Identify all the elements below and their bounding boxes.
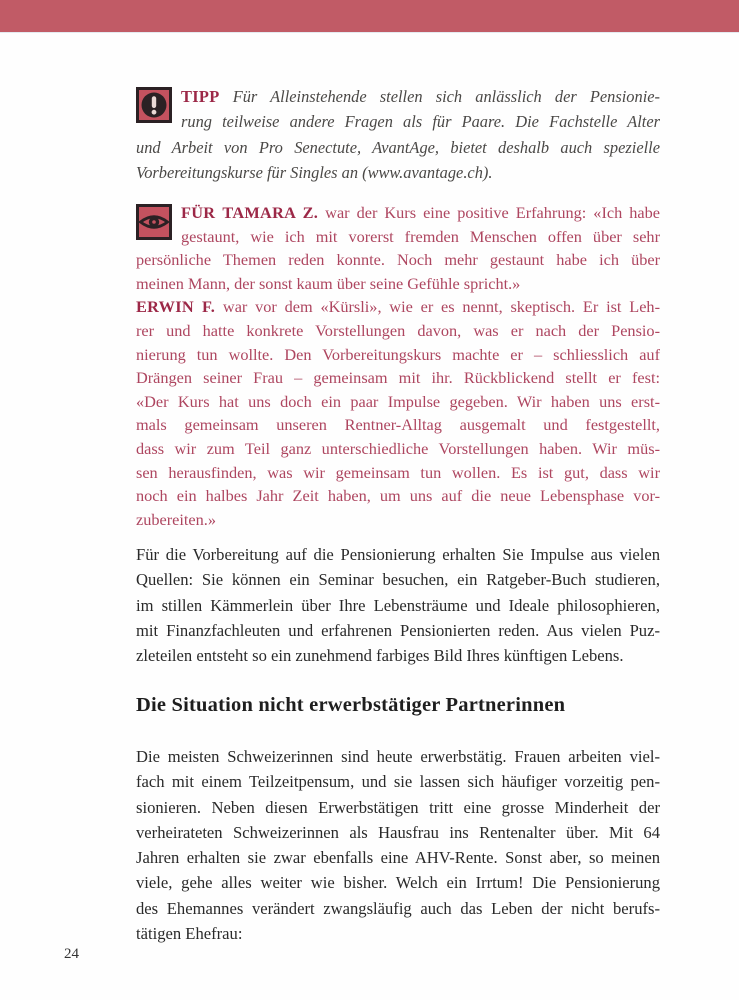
- text-line: und Arbeit von Pro Senectute, AvantAge, bietet deshalb auch spezielle: [136, 137, 660, 157]
- text-line: tätigen Ehefrau:: [136, 924, 243, 944]
- text-line: Jahren erhalten sie zwar ebenfalls eine AHV-Rente. Sonst aber, so meinen: [136, 848, 660, 868]
- text-line: im stillen Kämmerlein über Ihre Lebensträume und Ideale philosophieren,: [136, 595, 660, 615]
- text-line: rung teilweise andere Fragen als für Paare. Die Fachstelle Alter: [181, 112, 660, 132]
- tip-box: [136, 84, 660, 186]
- text-line: Die meisten Schweizerinnen sind heute erwerbstätig. Frauen arbeiten viel-: [136, 747, 660, 766]
- text-line: mit Finanzfachleuten und erfahrenen Pensionierten reden. Aus vielen Puz-: [136, 620, 660, 640]
- paragraph-text: [136, 744, 660, 946]
- body-paragraph-2: [136, 744, 660, 946]
- tip-text: [136, 84, 660, 186]
- speaker-label: TIPP: [181, 87, 220, 106]
- text-line: TIPP Für Alleinstehende stellen sich anlässlich der Pensionie-: [181, 87, 660, 106]
- text-line: Für die Vorbereitung auf die Pensionierung erhalten Sie Impulse aus vielen: [136, 545, 660, 564]
- text-line: Quellen: Sie können ein Seminar besuchen, ein Ratgeber-Buch studieren,: [136, 570, 660, 590]
- paragraph-text: [136, 542, 660, 668]
- text-line: noch ein halbes Jahr Zeit haben, um uns auf die neue Lebensphase vor-: [136, 486, 660, 506]
- text-line: rer und hatte konkrete Vorstellungen davon, was er nach der Pensio-: [136, 320, 660, 340]
- text-line: Vorbereitungskurse für Singles an (www.avantage.ch).: [136, 163, 493, 183]
- text-line: meinen Mann, der sonst kaum über seine Gefühle spricht.»: [136, 273, 521, 293]
- text-line: FÜR TAMARA Z. war der Kurs eine positive Erfahrung: «Ich habe: [181, 203, 660, 222]
- text-line: mals gemeinsam unseren Rentner-Alltag ausgemalt und festgestellt,: [136, 415, 660, 435]
- text-line: Drängen seiner Frau – gemeinsam mit ihr. Rückblickend stellt er fest:: [136, 368, 660, 388]
- text-line: sen herausfinden, was wir gemeinsam tun wollen. Es ist gut, dass wir: [136, 462, 660, 482]
- text-line: des Ehemannes verändert zwangsläufig auch das Leben der nicht berufs-: [136, 898, 660, 918]
- text-line: viele, gehe alles weiter wie bisher. Welch ein Irrtum! Die Pensionierung: [136, 873, 660, 893]
- text-line: nierung tun wollte. Den Vorbereitungskurs machte er – schliesslich auf: [136, 344, 660, 364]
- alert-icon: [136, 87, 172, 123]
- text-line: ERWIN F. war vor dem «Kürsli», wie er es nennt, skeptisch. Er ist Leh-: [136, 297, 660, 317]
- eye-icon: [136, 204, 172, 240]
- text-line: persönliche Themen reden konnte. Noch mehr gestaunt habe ich über: [136, 250, 660, 270]
- testimonial-block: [136, 201, 660, 531]
- text-line: gestaunt, wie ich mit vorerst fremden Menschen offen über sehr: [181, 226, 660, 246]
- text-line: dass wir zum Teil ganz unterschiedliche Vorstellungen haben. Wir müs-: [136, 438, 660, 458]
- top-bar: [0, 0, 739, 32]
- page-number: 24: [64, 946, 79, 962]
- text-line: verheirateten Schweizerinnen als Hausfrau ins Rentenalter über. Mit 64: [136, 822, 660, 842]
- text-line: sionieren. Neben diesen Erwerbstätigen tritt eine grosse Minderheit der: [136, 797, 660, 817]
- section-heading: Die Situation nicht erwerbstätiger Partnerinnen: [136, 694, 566, 716]
- speaker-label: FÜR TAMARA Z.: [181, 203, 319, 222]
- text-line: «Der Kurs hat uns doch ein paar Impulse gegeben. Wir haben uns erst-: [136, 391, 660, 411]
- body-paragraph-1: [136, 542, 660, 668]
- speaker-label: ERWIN F.: [136, 297, 216, 317]
- text-line: fach mit einem Teilzeitpensum, und sie lassen sich häufiger vorzeitig pen-: [136, 772, 660, 792]
- testimonial-text: [136, 201, 660, 531]
- text-line: zubereiten.»: [136, 509, 217, 529]
- text-line: zleteilen entsteht so ein zunehmend farbiges Bild Ihres künftigen Lebens.: [136, 646, 624, 666]
